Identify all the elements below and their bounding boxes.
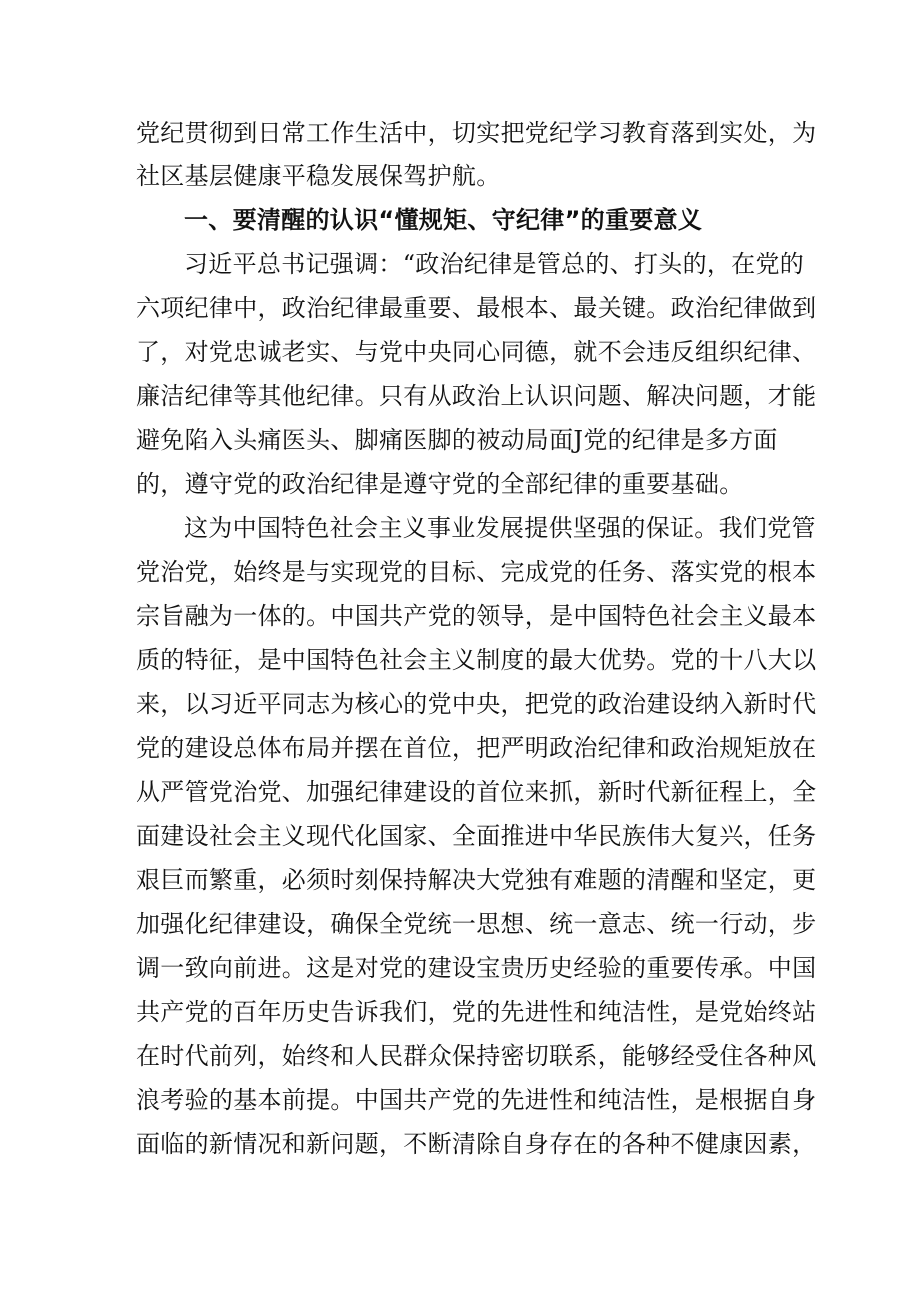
paragraph-line: 面建设社会主义现代化国家、全面推进中华民族伟大复兴，任务: [136, 822, 817, 850]
paragraph-line: 的，遵守党的政治纪律是遵守党的全部纪律的重要基础。: [136, 470, 744, 498]
paragraph-line: 调一致向前进。这是对党的建设宝贵历史经验的重要传承。中国: [136, 954, 817, 982]
section-heading: 一、要清醒的认识“懂规矩、守纪律”的重要意义: [184, 206, 703, 234]
paragraph-line: 加强化纪律建设，确保全党统一思想、统一意志、统一行动，步: [136, 910, 817, 938]
paragraph-line: 六项纪律中，政治纪律最重要、最根本、最关键。政治纪律做到: [136, 294, 817, 322]
paragraph-line: 从严管党治党、加强纪律建设的首位来抓，新时代新征程上，全: [136, 778, 817, 806]
paragraph-line: 习近平总书记强调：“政治纪律是管总的、打头的，在党的: [184, 250, 805, 278]
paragraph-line: 了，对党忠诚老实、与党中央同心同德，就不会违反组织纪律、: [136, 338, 817, 366]
paragraph-line: 这为中国特色社会主义事业发展提供坚强的保证。我们党管: [184, 514, 816, 542]
paragraph-line: 避免陷入头痛医头、脚痛医脚的被动局面J党的纪律是多方面: [136, 426, 778, 454]
paragraph-line: 来，以习近平同志为核心的党中央，把党的政治建设纳入新时代: [136, 690, 817, 718]
paragraph-line: 社区基层健康平稳发展保驾护航。: [136, 162, 501, 190]
paragraph-line: 宗旨融为一体的。中国共产党的领导，是中国特色社会主义最本: [136, 602, 817, 630]
paragraph-line: 艰巨而繁重，必须时刻保持解决大党独有难题的清醒和坚定，更: [136, 866, 817, 894]
paragraph-line: 面临的新情况和新问题，不断清除自身存在的各种不健康因素，: [136, 1130, 817, 1158]
paragraph-line: 党的建设总体布局并摆在首位，把严明政治纪律和政治规矩放在: [136, 734, 817, 762]
paragraph-line: 质的特征，是中国特色社会主义制度的最大优势。党的十八大以: [136, 646, 817, 674]
paragraph-line: 党纪贯彻到日常工作生活中，切实把党纪学习教育落到实处，为: [136, 119, 817, 147]
paragraph-line: 党治党，始终是与实现党的目标、完成党的任务、落实党的根本: [136, 558, 817, 586]
paragraph-line: 浪考验的基本前提。中国共产党的先进性和纯洁性，是根据自身: [136, 1086, 817, 1114]
paragraph-line: 在时代前列，始终和人民群众保持密切联系，能够经受住各种风: [136, 1042, 817, 1070]
paragraph-line: 廉洁纪律等其他纪律。只有从政治上认识问题、解决问题，才能: [136, 382, 817, 410]
paragraph-line: 共产党的百年历史告诉我们，党的先进性和纯洁性，是党始终站: [136, 998, 817, 1026]
